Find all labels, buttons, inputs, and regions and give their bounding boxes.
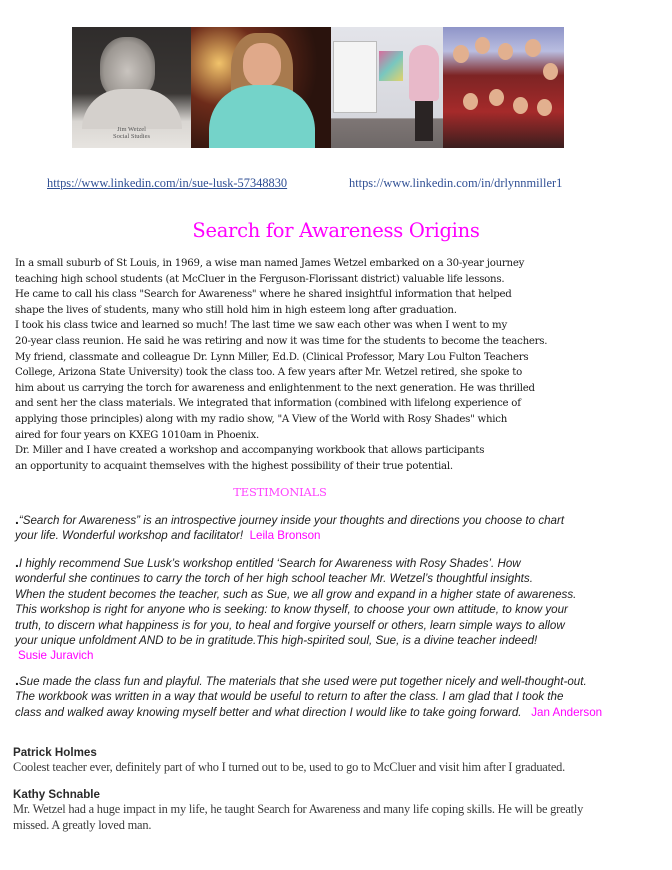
photo-presentation: [331, 27, 443, 148]
testimonial-author: Jan Anderson: [531, 705, 603, 719]
origins-line: aired for four years on KXEG 1010am in Phoenix.: [15, 429, 259, 441]
review-text: missed. A greatly loved man.: [13, 817, 152, 832]
photo-group: [443, 27, 564, 148]
group-face: [489, 89, 504, 106]
testimonial-author: Leila Bronson: [249, 529, 321, 543]
origins-paragraph: [15, 256, 665, 474]
origins-line: My friend, classmate and colleague Dr. Lynn Miller, Ed.D. (Clinical Professor, Mary Lou Fulton Teachers: [15, 351, 529, 363]
testimonial-line: The workbook was written in a way that would be useful to return to after the class. I am glad that I took the: [15, 690, 564, 704]
review-text: Coolest teacher ever, definitely part of who I turned out to be, used to go to McCluer and visit him after I graduated.: [13, 760, 566, 774]
origins-line: Dr. Miller and I have created a workshop and accompanying workbook that allows participants: [15, 445, 485, 457]
review-text: Mr. Wetzel had a huge impact in my life, he taught Search for Awareness and many life coping skills. He will be greatly: [13, 802, 584, 816]
testimonial-line: Sue made the class fun and playful. The materials that she used were put together nicely and well-thought-out.: [18, 675, 587, 688]
group-face: [543, 63, 558, 80]
origins-line: and sent her the class materials. We integrated that information (combined with lifelong experience of: [15, 398, 521, 410]
testimonial-line: your life. Wonderful workshop and facilitator!: [15, 529, 244, 543]
testimonial: [15, 673, 655, 720]
origins-line: I took his class twice and learned so much! The last time we saw each other was when I went to my: [15, 320, 507, 332]
presenter: [409, 45, 439, 101]
origins-line: shape the lives of students, many who still hold him in high esteem long after graduation.: [15, 304, 457, 316]
origins-line: He came to call his class "Search for Awareness" where he shared insightful information that helped: [15, 289, 512, 301]
group-face: [513, 97, 528, 114]
group-face: [525, 39, 541, 57]
testimonial-line: This workshop is right for anyone who is seeking: to know thyself, to choose your own attitude, to know your: [15, 603, 568, 617]
origins-line: an opportunity to acquaint themselves with the highest possibility of their true potential.: [15, 460, 453, 472]
group-face: [475, 37, 490, 54]
photo-sue-lusk: [191, 27, 331, 148]
linkedin-link-sue-lusk[interactable]: https://www.linkedin.com/in/sue-lusk-57348830: [47, 176, 288, 190]
portrait-body: [209, 85, 315, 148]
artwork: [379, 51, 403, 81]
bullet: .: [15, 511, 19, 527]
testimonial-author: Susie Juravich: [18, 649, 94, 663]
portrait-face: [243, 43, 281, 87]
linkedin-link-lynn-miller[interactable]: https://www.linkedin.com/in/drlynnmiller1: [349, 176, 563, 190]
origins-line: In a small suburb of St Louis, in 1969, a wise man named James Wetzel embarked on a 30-year journey: [15, 258, 525, 269]
testimonial-line: truth, to discern what happiness is for you, to heal and forgive yourself or others, learn simple ways to allow: [15, 618, 565, 632]
caption-name: Jim Wetzel: [117, 126, 146, 133]
reviewer-name: Patrick Holmes: [13, 746, 97, 759]
flipchart: [333, 41, 377, 113]
group-face: [463, 93, 478, 110]
portrait-shirt: [82, 89, 182, 129]
photo-jim-wetzel: [72, 27, 191, 148]
bullet: .: [15, 672, 19, 688]
testimonial-line: When the student becomes the teacher, such as Sue, we all grow and expand in a higher state of awareness.: [15, 587, 577, 601]
testimonials-heading: TESTIMONIALS: [233, 485, 327, 499]
testimonial-line: I highly recommend Sue Lusk’s workshop entitled ‘Search for Awareness with Rosy Shades’. How: [18, 557, 521, 570]
origins-line: 20-year class reunion. He said he was retiring and now it was time for the students to become the teachers.: [15, 335, 548, 347]
origins-line: him about us carrying the torch for awareness and enlightenment to the next generation. He was thrilled: [15, 382, 535, 394]
group-face: [453, 45, 469, 63]
group-face: [537, 99, 552, 116]
origins-line: College, Arizona State University) took the class too. A few years after Mr. Wetzel retired, she spoke to: [15, 367, 522, 379]
review: [13, 787, 663, 833]
testimonial-line: your unique unfoldment AND to be in gratitude.This high-spirited soul, Sue, is a divine teacher indeed!: [15, 634, 538, 648]
photo-strip: [72, 27, 564, 148]
testimonial-line: wonderful she continues to carry the torch of her high school teacher Mr. Wetzel’s thoughtful insights.: [15, 572, 533, 586]
origins-line: teaching high school students (at McCluer in the Ferguson-Florissant district) valuable life lessons.: [15, 273, 505, 285]
group-face: [498, 43, 513, 60]
testimonial: [15, 512, 655, 544]
photo-caption: [72, 126, 191, 140]
testimonial: [15, 555, 655, 664]
origins-line: applying those principles) along with my radio show, "A View of the World with Rosy Shades" which: [15, 413, 508, 425]
presenter-legs: [415, 101, 433, 141]
review: [13, 745, 663, 776]
page-title: Search for Awareness Origins: [192, 219, 480, 242]
bullet: .: [15, 554, 19, 570]
reviewer-name: Kathy Schnable: [13, 788, 100, 801]
testimonial-line: “Search for Awareness” is an introspective journey inside your thoughts and directions you choose to chart: [18, 514, 565, 527]
caption-subject: Social Studies: [112, 133, 150, 140]
testimonial-line: class and walked away knowing myself better and what direction I would like to take going forward.: [15, 705, 522, 719]
